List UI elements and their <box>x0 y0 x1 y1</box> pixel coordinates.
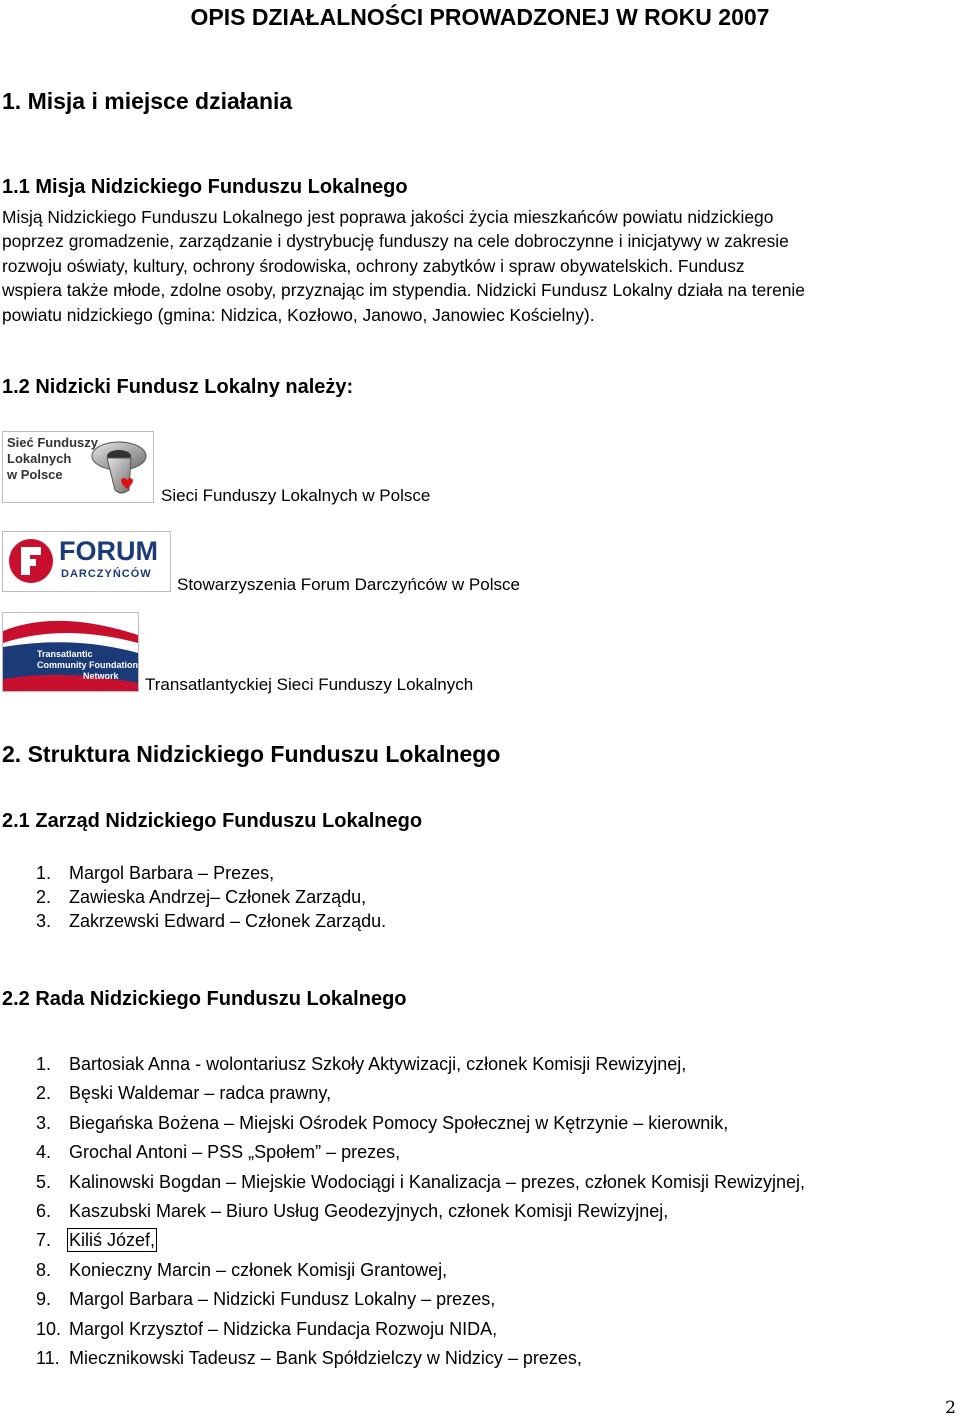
list-number: 3. <box>36 911 52 931</box>
mission-paragraph <box>2 205 958 327</box>
list-number: 7. <box>36 1230 52 1251</box>
list-number: 10. <box>36 1318 62 1339</box>
list-item <box>36 1109 805 1138</box>
list-text: Zakrzewski Edward – Członek Zarządu. <box>69 911 387 931</box>
tcfn-logo-line: Network <box>83 671 119 681</box>
list-item <box>36 1138 805 1167</box>
list-text: Biegańska Bożena – Miejski Ośrodek Pomocy Społecznej w Kętrzynie – kierownik, <box>69 1112 729 1133</box>
page-number: 2 <box>945 1398 956 1418</box>
list-text: Bartosiak Anna - wolontariusz Szkoły Aktywizacji, członek Komisji Rewizyjnej, <box>69 1054 687 1074</box>
list-number: 1. <box>36 1054 52 1074</box>
list-number: 5. <box>36 1171 52 1192</box>
board-list <box>36 861 386 933</box>
list-text: Margol Barbara – Prezes, <box>69 863 275 883</box>
tcfn-logo <box>2 612 139 692</box>
list-text: Kalinowski Bogdan – Miejskie Wodociągi i Kanalizacja – prezes, członek Komisji Rewizyjnej, <box>69 1171 806 1192</box>
list-number: 4. <box>36 1142 52 1163</box>
tcfn-logo-text <box>37 649 138 682</box>
list-number: 11. <box>36 1347 60 1368</box>
forum-f-icon <box>7 537 53 585</box>
list-text: Bęski Waldemar – radca prawny, <box>69 1083 332 1104</box>
mission-line: poprzez gromadzenie, zarządzanie i dystrybucję funduszy na cele dobroczynne i inicjatywy w zakresie <box>2 231 789 252</box>
darczyncow-logo-word: DARCZYŃCÓW <box>61 568 152 580</box>
list-item <box>36 885 386 909</box>
list-number: 8. <box>36 1259 52 1280</box>
list-item <box>36 1256 805 1285</box>
sfl-logo-line: Sieć Funduszy <box>7 435 99 450</box>
mission-line: wspiera także młode, zdolne osoby, przyznając im stypendia. Nidzicki Fundusz Lokalny działa na terenie <box>2 280 805 301</box>
list-item <box>36 1050 805 1079</box>
list-item <box>36 1344 805 1373</box>
list-item <box>36 1197 805 1226</box>
list-text: Margol Krzysztof – Nidzicka Fundacja Rozwoju NIDA, <box>69 1318 498 1339</box>
list-text: Margol Barbara – Nidzicki Fundusz Lokalny – prezes, <box>69 1289 496 1310</box>
list-item <box>36 1168 805 1197</box>
sfl-logo-text <box>7 435 98 483</box>
list-number: 2. <box>36 887 52 907</box>
mission-line: Misją Nidzickiego Funduszu Lokalnego jest poprawa jakości życia mieszkańców powiatu nidzickiego <box>2 207 774 227</box>
list-item <box>36 1079 805 1108</box>
tcfn-logo-line: Transatlantic <box>37 649 93 659</box>
council-list <box>36 1050 805 1373</box>
org-name-forum: Stowarzyszenia Forum Darczyńców w Polsce <box>177 575 520 594</box>
list-item <box>36 1226 805 1255</box>
list-number: 1. <box>36 863 52 883</box>
page-title: OPIS DZIAŁALNOŚCI PROWADZONEJ W ROKU 2007 <box>190 4 770 30</box>
list-number: 3. <box>36 1112 52 1133</box>
list-item <box>36 909 386 933</box>
section-2-2-heading: 2.2 Rada Nidzickiego Funduszu Lokalnego <box>2 988 407 1010</box>
section-2-1-heading: 2.1 Zarząd Nidzickiego Funduszu Lokalnego <box>2 810 423 832</box>
list-text: Zawieska Andrzej– Członek Zarządu, <box>69 887 367 907</box>
mission-line: powiatu nidzickiego (gmina: Nidzica, Kozłowo, Janowo, Janowiec Kościelny). <box>2 304 595 325</box>
section-1-1-heading: 1.1 Misja Nidzickiego Funduszu Lokalnego <box>2 176 408 198</box>
sfl-logo-line: Lokalnych <box>7 451 72 466</box>
list-item <box>36 1285 805 1314</box>
org-name-tcfn: Transatlantyckiej Sieci Funduszy Lokalnych <box>145 675 474 694</box>
forum-logo-word: FORUM <box>59 536 158 566</box>
sfl-logo <box>2 431 154 503</box>
list-number: 2. <box>36 1083 52 1104</box>
tcfn-logo-line: Community Foundation <box>37 660 138 670</box>
list-number: 6. <box>36 1200 52 1221</box>
mission-line: rozwoju oświaty, kultury, ochrony środowiska, ochrony zabytków i spraw obywatelskich. Fundusz <box>2 255 745 276</box>
list-text: Grochal Antoni – PSS „Społem” – prezes, <box>69 1142 401 1163</box>
list-text-boxed: Kiliś Józef, <box>69 1230 156 1251</box>
org-name-sfl: Sieci Funduszy Lokalnych w Polsce <box>161 486 431 505</box>
list-item <box>36 1315 805 1344</box>
sfl-logo-line: w Polsce <box>7 467 63 482</box>
list-text: Miecznikowski Tadeusz – Bank Spółdzielczy w Nidzicy – prezes, <box>69 1347 582 1368</box>
list-text: Kaszubski Marek – Biuro Usług Geodezyjnych, członek Komisji Rewizyjnej, <box>69 1200 669 1221</box>
forum-darczyncow-logo <box>2 531 171 592</box>
list-text: Konieczny Marcin – członek Komisji Grantowej, <box>69 1259 448 1280</box>
section-2-heading: 2. Struktura Nidzickiego Funduszu Lokalnego <box>2 741 501 767</box>
list-item <box>36 861 386 885</box>
section-1-heading: 1. Misja i miejsce działania <box>2 88 293 114</box>
section-1-2-heading: 1.2 Nidzicki Fundusz Lokalny należy: <box>2 376 354 398</box>
list-number: 9. <box>36 1289 52 1310</box>
top-hat-icon <box>91 436 151 498</box>
